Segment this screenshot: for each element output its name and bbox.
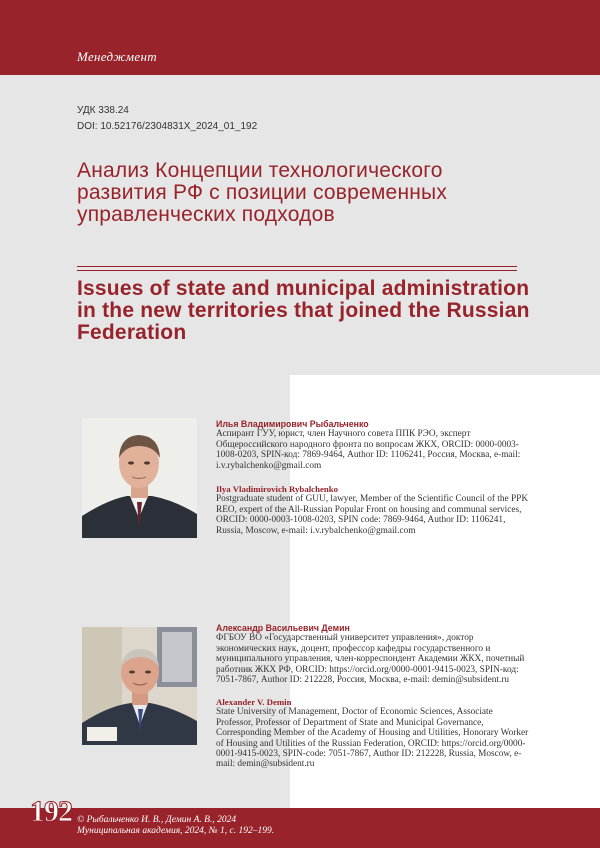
author-photo-rybalchenko bbox=[82, 418, 197, 538]
author-1-name-en: Ilya Vladimirovich Rybalchenko bbox=[216, 484, 339, 494]
page-number: 192 bbox=[30, 795, 72, 828]
author-1-desc-en: Postgraduate student of GUU, lawyer, Member of the Scientific Council of the PPK REO, expert of the All-Russian Popular Front on housing and communal services, ORCID: 0000-0003-1008-0203, SPIN code: 7869-9464, Author ID: 1106241, Russia, Moscow, e-mail: i.v.rybalchenko@gmail.com bbox=[216, 494, 529, 536]
author-2-desc-ru: ФГБОУ ВО «Государственный университет управления», доктор экономических наук, доцент, профессор кафедры государственного и муниципального управления, член-корреспондент Академии ЖКХ, почетный работник ЖКХ РФ, ORCID: https://orcid.org/0000-0001-9415-0023, SPIN-код: 7051-7867, Author ID: 212228, Россия, Москва, e-mail: demin@subsident.ru bbox=[216, 633, 525, 686]
udc-code: УДК 338.24 bbox=[77, 105, 129, 116]
doi[interactable]: DOI: 10.52176/2304831X_2024_01_192 bbox=[77, 121, 258, 132]
author-1-name-ru: Илья Владимирович Рыбальченко bbox=[216, 419, 369, 429]
author-2-name-ru: Александр Васильевич Демин bbox=[216, 623, 350, 633]
author-2-name-en: Alexander V. Demin bbox=[216, 697, 292, 707]
article-meta bbox=[77, 103, 257, 135]
title-english: Issues of state and municipal administration in the new territories that joined the Russian Federation bbox=[77, 277, 530, 344]
title-russian: Анализ Концепции технологического развития РФ с позиции современных управленческих подходов bbox=[77, 159, 448, 226]
author-2-en bbox=[216, 697, 531, 770]
title-divider-bottom bbox=[77, 270, 517, 271]
section-title: Менеджмент bbox=[77, 49, 157, 64]
author-2-desc-en: State University of Management, Doctor of Economic Sciences, Associate Professor, Professor of Department of State and Municipal Governance, Corresponding Member of the Academy of Housing and Utilities, Honorary Worker of Housing and Utilities of the Russian Federation, ORCID: https://orcid.org/0000-0001-9415-0023, SPIN-code: 7051-7867, Author ID: 212228, Russia, Moscow, e-mail: demin@subsident.ru bbox=[216, 707, 529, 770]
citation-line: Муниципальная академия, 2024, № 1, с. 192–199. bbox=[77, 826, 275, 836]
copyright-line: © Рыбальченко И. В., Демин А. В., 2024 bbox=[77, 815, 237, 825]
author-1-en bbox=[216, 484, 531, 536]
author-1-desc-ru: Аспирант ГУУ, юрист, член Научного совета ППК РЭО, эксперт Общероссийского народного фронта по вопросам ЖКХ, ORCID: 0000-0003-1008-0203, SPIN-код: 7869-9464, Author ID: 1106241, Россия, Москва, e-mail: i.v.rybalchenko@gmail.com bbox=[216, 429, 521, 471]
author-photo-demin bbox=[82, 627, 197, 745]
author-2-ru bbox=[216, 623, 531, 685]
footer-citation bbox=[77, 815, 274, 837]
author-1-ru bbox=[216, 419, 531, 471]
title-divider-top bbox=[77, 266, 517, 267]
